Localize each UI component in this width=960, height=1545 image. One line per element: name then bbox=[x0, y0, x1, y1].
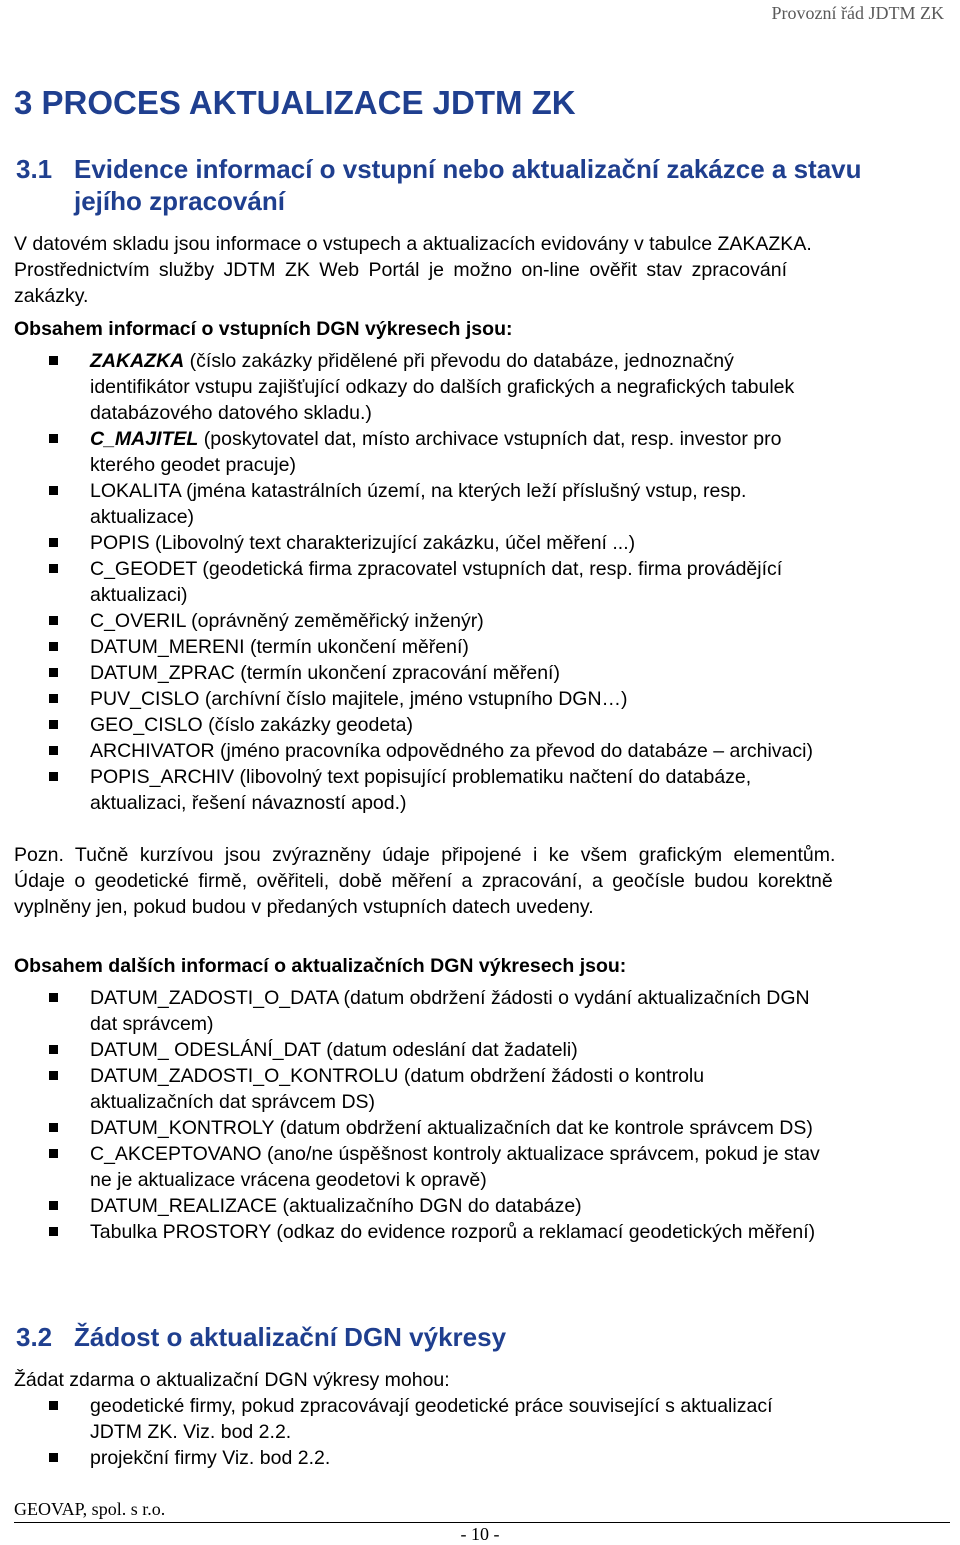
list-item bbox=[0, 686, 940, 712]
list-item-continuation: databázového datového skladu.) bbox=[90, 402, 372, 424]
list-item-line bbox=[90, 530, 940, 556]
list-item bbox=[0, 764, 940, 816]
list-item-line bbox=[90, 426, 940, 452]
chapter-heading: 3 PROCES AKTUALIZACE JDTM ZK bbox=[14, 84, 576, 121]
bullet-square-icon bbox=[49, 616, 58, 625]
list-item-line bbox=[90, 1193, 940, 1219]
list-item-line bbox=[90, 1219, 940, 1245]
list-item-text: POPIS_ARCHIV (libovolný text popisující problematiku načtení do databáze, bbox=[90, 766, 752, 788]
list-item-line bbox=[90, 1063, 940, 1089]
list-item-continuation: kterého geodet pracuje) bbox=[90, 454, 296, 476]
list-item-text: C_GEODET (geodetická firma zpracovatel vstupních dat, resp. firma provádějící bbox=[90, 558, 783, 580]
bullet-square-icon bbox=[49, 486, 58, 495]
list-item bbox=[0, 660, 940, 686]
list-item bbox=[0, 1115, 940, 1141]
list-item bbox=[0, 634, 940, 660]
list-item-text: geodetické firmy, pokud zpracovávají geodetické práce související s aktualizací bbox=[90, 1395, 773, 1417]
list-item-line bbox=[90, 738, 940, 764]
list-item-continuation: aktualizaci) bbox=[90, 584, 188, 606]
list-item bbox=[0, 1037, 940, 1063]
section-number: 3.2 bbox=[16, 1322, 53, 1352]
bullet-square-icon bbox=[49, 642, 58, 651]
list-item-text: DATUM_ ODESLÁNÍ_DAT (datum odeslání dat žadateli) bbox=[90, 1039, 578, 1061]
note-paragraph bbox=[14, 842, 950, 920]
list-item-text: LOKALITA (jména katastrálních území, na kterých leží příslušný vstup, resp. bbox=[90, 480, 747, 502]
list-item-line bbox=[90, 1141, 940, 1167]
list-item-text: DATUM_REALIZACE (aktualizačního DGN do databáze) bbox=[90, 1195, 582, 1217]
bullet-square-icon bbox=[49, 1071, 58, 1080]
running-header: Provozní řád JDTM ZK bbox=[771, 3, 944, 23]
page-number: - 10 - bbox=[460, 1524, 500, 1544]
list-item-line bbox=[90, 712, 940, 738]
bullet-square-icon bbox=[49, 993, 58, 1002]
bullet-square-icon bbox=[49, 1453, 58, 1462]
list-item-text: DATUM_MERENI (termín ukončení měření) bbox=[90, 636, 469, 658]
list-item bbox=[0, 738, 940, 764]
section-number: 3.1 bbox=[16, 154, 53, 184]
bullet-square-icon bbox=[49, 434, 58, 443]
list-item-key: C_MAJITEL bbox=[90, 428, 199, 450]
list-item-line bbox=[90, 1037, 940, 1063]
note-line: vyplněny jen, pokud budou v předaných vstupních datech uvedeny. bbox=[14, 896, 594, 918]
list-item-line bbox=[90, 686, 940, 712]
list-item-text: C_OVERIL (oprávněný zeměměřický inženýr) bbox=[90, 610, 484, 632]
bullet-square-icon bbox=[49, 668, 58, 677]
list-item-line bbox=[90, 660, 940, 686]
list-item-continuation: JDTM ZK. Viz. bod 2.2. bbox=[90, 1421, 292, 1443]
list-item bbox=[0, 1141, 940, 1193]
list-item-text: (číslo zakázky přidělené při převodu do databáze, jednoznačný bbox=[184, 350, 734, 372]
bullet-square-icon bbox=[49, 746, 58, 755]
list-item-text: DATUM_ZADOSTI_O_DATA (datum obdržení žádosti o vydání aktualizačních DGN bbox=[90, 987, 810, 1009]
note-line: Pozn. Tučně kurzívou jsou zvýrazněny údaje připojené i ke všem grafickým elementům. bbox=[14, 844, 836, 866]
list-item-text: DATUM_ZPRAC (termín ukončení zpracování měření) bbox=[90, 662, 560, 684]
list-item-line bbox=[90, 1445, 940, 1471]
bullet-square-icon bbox=[49, 772, 58, 781]
list-item bbox=[0, 1219, 940, 1245]
list-item-text: Tabulka PROSTORY (odkaz do evidence rozporů a reklamací geodetických měření) bbox=[90, 1221, 816, 1243]
list-item-text: (poskytovatel dat, místo archivace vstupních dat, resp. investor pro bbox=[198, 428, 782, 450]
list2-title: Obsahem dalších informací o aktualizačních DGN výkresech jsou: bbox=[14, 955, 627, 977]
list-item bbox=[0, 426, 940, 478]
list-item-line bbox=[90, 764, 940, 790]
section-title: Žádost o aktualizační DGN výkresy bbox=[74, 1322, 507, 1352]
section-title-line1: Evidence informací o vstupní nebo aktualizační zakázce a stavu bbox=[74, 154, 862, 184]
intro-line: zakázky. bbox=[14, 285, 89, 307]
intro-line: Prostřednictvím služby JDTM ZK Web Portál je možno on-line ověřit stav zpracování bbox=[14, 259, 787, 281]
bullet-square-icon bbox=[49, 694, 58, 703]
bullet-square-icon bbox=[49, 564, 58, 573]
list-item-text: DATUM_KONTROLY (datum obdržení aktualizačních dat ke kontrole správcem DS) bbox=[90, 1117, 813, 1139]
list-item-line bbox=[90, 985, 940, 1011]
list1-title: Obsahem informací o vstupních DGN výkresech jsou: bbox=[14, 318, 513, 340]
list-item-line bbox=[90, 634, 940, 660]
list-item-line bbox=[90, 608, 940, 634]
list-item-continuation: ne je aktualizace vrácena geodetovi k opravě) bbox=[90, 1169, 487, 1191]
section-3-1-heading bbox=[16, 153, 862, 217]
bullet-square-icon bbox=[49, 356, 58, 365]
bullet-square-icon bbox=[49, 720, 58, 729]
list-item bbox=[0, 1063, 940, 1115]
bullet-square-icon bbox=[49, 538, 58, 547]
footer-divider bbox=[14, 1522, 950, 1523]
list-item-continuation: dat správcem) bbox=[90, 1013, 214, 1035]
list-item bbox=[0, 1445, 940, 1471]
list-item bbox=[0, 1193, 940, 1219]
footer-company: GEOVAP, spol. s r.o. bbox=[14, 1499, 166, 1519]
bullet-square-icon bbox=[49, 1227, 58, 1236]
intro-paragraph bbox=[14, 231, 950, 309]
list-item bbox=[0, 348, 940, 426]
list-item bbox=[0, 1393, 940, 1445]
bullet-square-icon bbox=[49, 1401, 58, 1410]
list3 bbox=[0, 1393, 940, 1471]
section-3-2-heading bbox=[16, 1321, 506, 1353]
list-item-continuation: aktualizaci, řešení návazností apod.) bbox=[90, 792, 407, 814]
section-title-line2: jejího zpracování bbox=[74, 186, 285, 216]
note-line: Údaje o geodetické firmě, ověřiteli, době měření a zpracování, a geočísle budou korektně bbox=[14, 870, 833, 892]
list-item bbox=[0, 556, 940, 608]
bullet-square-icon bbox=[49, 1123, 58, 1132]
list-item-line bbox=[90, 1115, 940, 1141]
intro-line: V datovém skladu jsou informace o vstupech a aktualizacích evidovány v tabulce ZAKAZKA. bbox=[14, 233, 812, 255]
list-item bbox=[0, 712, 940, 738]
list-item bbox=[0, 608, 940, 634]
bullet-square-icon bbox=[49, 1045, 58, 1054]
bullet-square-icon bbox=[49, 1201, 58, 1210]
list-item-continuation: aktualizace) bbox=[90, 506, 195, 528]
list-item-text: DATUM_ZADOSTI_O_KONTROLU (datum obdržení žádosti o kontrolu bbox=[90, 1065, 705, 1087]
list-item-key: ZAKAZKA bbox=[90, 350, 185, 372]
list3-title: Žádat zdarma o aktualizační DGN výkresy mohou: bbox=[14, 1369, 450, 1391]
list-item bbox=[0, 985, 940, 1037]
list2 bbox=[0, 985, 940, 1245]
list-item-line bbox=[90, 478, 940, 504]
bullet-square-icon bbox=[49, 1149, 58, 1158]
list-item-continuation: identifikátor vstupu zajišťující odkazy do dalších grafických a negrafických tabulek bbox=[90, 376, 795, 398]
list-item-text: GEO_CISLO (číslo zakázky geodeta) bbox=[90, 714, 413, 736]
list-item-text: POPIS (Libovolný text charakterizující zakázku, účel měření ...) bbox=[90, 532, 636, 554]
list-item-text: ARCHIVATOR (jméno pracovníka odpovědného za převod do databáze – archivaci) bbox=[90, 740, 813, 762]
list-item-continuation: aktualizačních dat správcem DS) bbox=[90, 1091, 376, 1113]
list1 bbox=[0, 348, 940, 816]
list-item-text: PUV_CISLO (archívní číslo majitele, jméno vstupního DGN…) bbox=[90, 688, 628, 710]
list-item-text: C_AKCEPTOVANO (ano/ne úspěšnost kontroly aktualizace správcem, pokud je stav bbox=[90, 1143, 820, 1165]
list-item-line bbox=[90, 1393, 940, 1419]
list-item-text: projekční firmy Viz. bod 2.2. bbox=[90, 1447, 331, 1469]
list-item bbox=[0, 530, 940, 556]
list-item bbox=[0, 478, 940, 530]
list-item-line bbox=[90, 556, 940, 582]
list-item-line bbox=[90, 348, 940, 374]
